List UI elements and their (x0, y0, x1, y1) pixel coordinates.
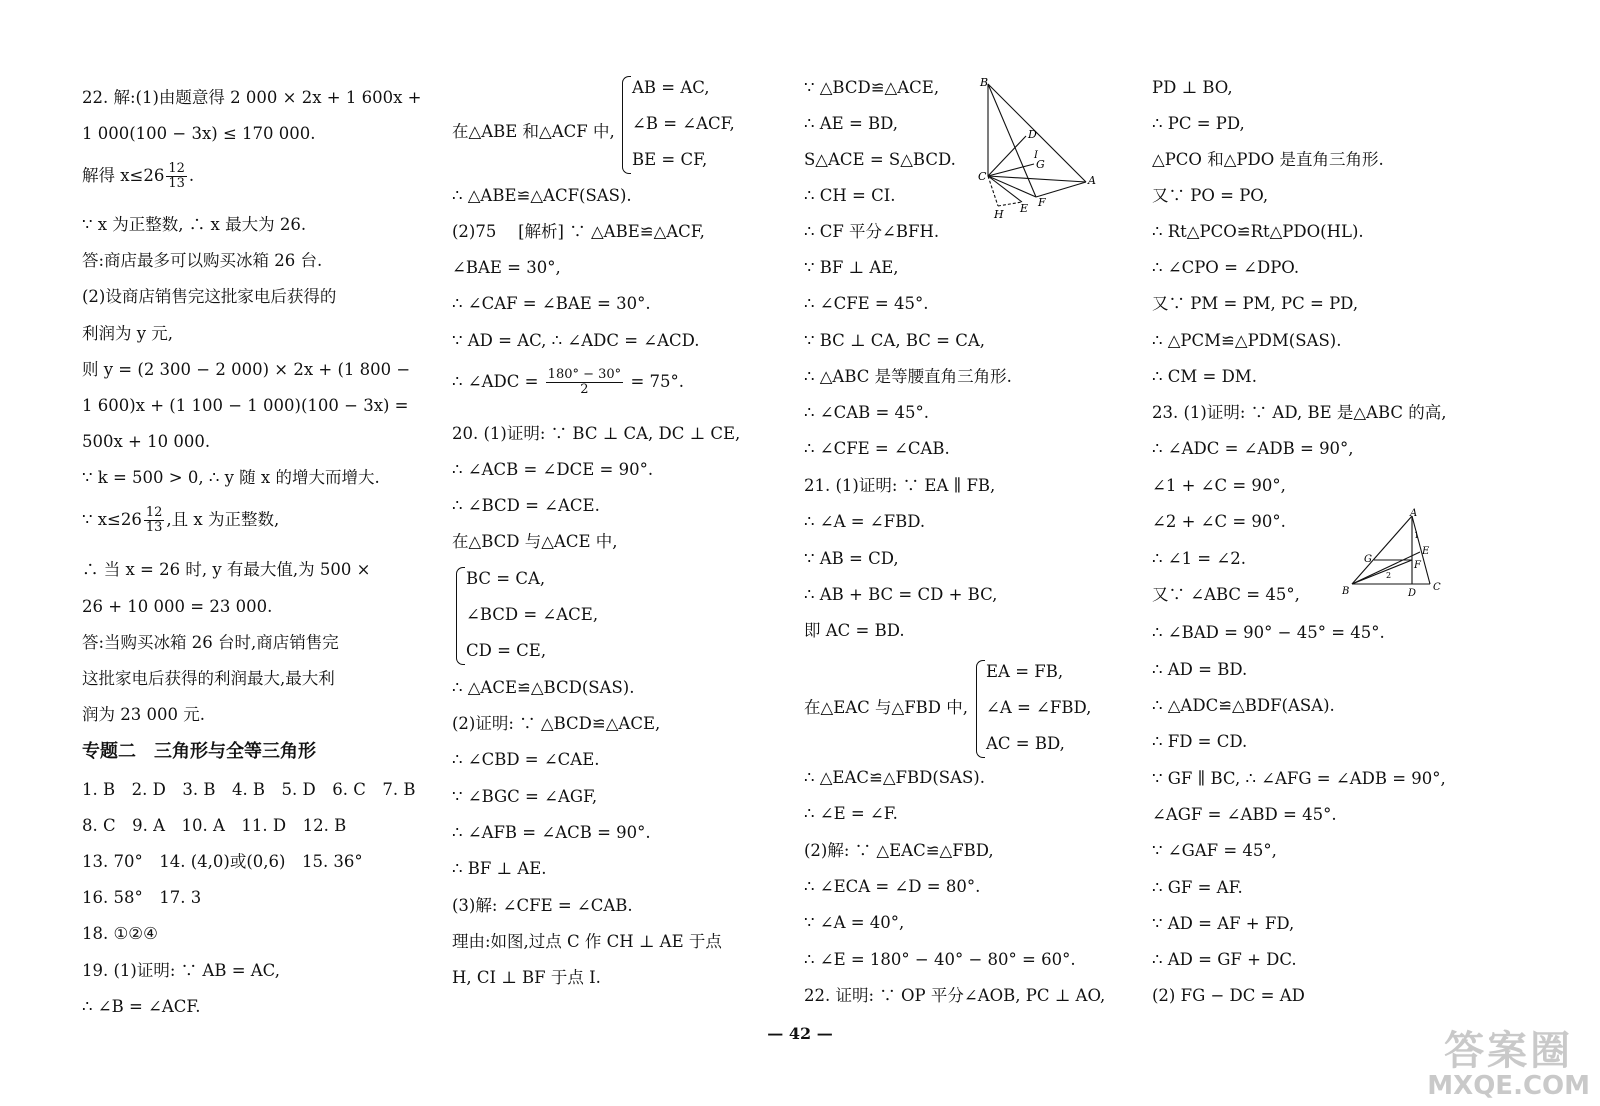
col2-line: ∴ △ABE≌△ACF(SAS). (452, 186, 632, 205)
sys1-prefix: 在△ABE 和△ACF 中, (452, 122, 615, 141)
fig1-label-I: I (1034, 150, 1038, 161)
col1-line: 18. ①②④ (82, 924, 158, 943)
col4-line: ∴ △ADC≌△BDF(ASA). (1152, 696, 1335, 715)
fig2-label-F: F (1414, 560, 1421, 571)
col1-line: 利润为 y 元, (82, 324, 174, 343)
col3-line: ∴ ∠E = 180° − 40° − 80° = 60°. (804, 950, 1076, 969)
col3-line: ∴ ∠A = ∠FBD. (804, 512, 926, 531)
col2-line: (2)证明: ∵ △BCD≌△ACE, (452, 714, 661, 733)
col4-line: ∴ ∠1 = ∠2. (1152, 549, 1246, 568)
col4-line: ∴ ∠BAD = 90° − 45° = 45°. (1152, 623, 1385, 642)
col1-line: ∵ x≤26 $\frac{12}{13}$ ,且 x 为正整数, (82, 505, 280, 535)
col3-line: ∴ △ABC 是等腰直角三角形. (804, 367, 1012, 386)
sys2-item-3: CD = CE, (466, 641, 547, 660)
col3-line: ∵ BC ⊥ CA, BC = CA, (804, 331, 985, 350)
col1-line: ∴ 当 x = 26 时, y 有最大值,为 500 × (82, 560, 371, 579)
col4-line: 又∵ ∠ABC = 45°, (1152, 585, 1300, 604)
col4-line: ∴ GF = AF. (1152, 878, 1243, 897)
fig1-label-F: F (1038, 196, 1046, 209)
col4-line: ∴ CM = DM. (1152, 367, 1257, 386)
col3-line: ∴ CH = CI. (804, 186, 896, 205)
fig1-label-G: G (1036, 158, 1045, 171)
page-number: — 42 — (767, 1024, 833, 1043)
col1-line: 这批家电后获得的利润最大,最大利 (82, 669, 335, 688)
col2-line: ∴ △ACE≌△BCD(SAS). (452, 678, 635, 697)
col1-line: 22. 解:(1)由题意得 2 000 × 2x + 1 600x + (82, 88, 422, 107)
geometry-figure-1 (976, 76, 1100, 222)
sys2-item-2: ∠BCD = ∠ACE, (466, 605, 599, 624)
col1-line: ∵ k = 500 > 0, ∴ y 随 x 的增大而增大. (82, 468, 380, 487)
sys3-item-3: AC = BD, (986, 734, 1065, 753)
col1-line: (2)设商店销售完这批家电后获得的 (82, 287, 337, 306)
col1-line: ∵ x 为正整数, ∴ x 最大为 26. (82, 215, 307, 234)
col1-line: 则 y = (2 300 − 2 000) × 2x + (1 800 − (82, 360, 411, 379)
col4-line: ∠AGF = ∠ABD = 45°. (1152, 805, 1337, 824)
col2-line: 理由:如图,过点 C 作 CH ⊥ AE 于点 (452, 932, 722, 951)
col1-line: 19. (1)证明: ∵ AB = AC, (82, 961, 280, 980)
col1-line: 13. 70° 14. (4,0)或(0,6) 15. 36° (82, 852, 363, 871)
col4-line: ∴ ∠ADC = ∠ADB = 90°, (1152, 439, 1354, 458)
col4-line: ∴ ∠CPO = ∠DPO. (1152, 258, 1300, 277)
fig1-label-A: A (1088, 174, 1096, 187)
col3-line: ∴ AB + BC = CD + BC, (804, 585, 998, 604)
col2-line: 在△BCD 与△ACE 中, (452, 532, 618, 551)
col4-line: ∴ Rt△PCO≌Rt△PDO(HL). (1152, 222, 1364, 241)
col3-line: S△ACE = S△BCD. (804, 150, 956, 169)
col2-line: ∴ ∠ACB = ∠DCE = 90°. (452, 460, 654, 479)
col4-line: 又∵ PO = PO, (1152, 186, 1269, 205)
col1-line: 解得 x≤26 $\frac{12}{13}$ . (82, 161, 195, 191)
col4-line: ∴ FD = CD. (1152, 732, 1248, 751)
col3-line: ∴ ∠CFE = 45°. (804, 294, 929, 313)
fig2-label-G: G (1364, 554, 1372, 565)
fig2-label-2: 2 (1386, 571, 1392, 580)
col4-line: 23. (1)证明: ∵ AD, BE 是△ABC 的高, (1152, 403, 1447, 422)
col3-line: ∴ AE = BD, (804, 114, 899, 133)
col4-line: ∴ AD = BD. (1152, 660, 1248, 679)
sys3-item-1: EA = FB, (986, 662, 1064, 681)
fig2-label-B: B (1342, 586, 1350, 597)
col2-line: (2)75 [解析] ∵ △ABE≌△ACF, (452, 222, 705, 241)
col3-line: ∴ ∠E = ∠F. (804, 804, 898, 823)
col2-line: ∴ ∠CAF = ∠BAE = 30°. (452, 294, 651, 313)
col3-line: 22. 证明: ∵ OP 平分∠AOB, PC ⊥ AO, (804, 986, 1106, 1005)
col1-line: 16. 58° 17. 3 (82, 888, 202, 907)
sys3-prefix: 在△EAC 与△FBD 中, (804, 698, 969, 717)
fig1-label-D: D (1028, 128, 1037, 141)
col4-line: ∵ AD = AF + FD, (1152, 914, 1295, 933)
col4-line: ∴ △PCM≌△PDM(SAS). (1152, 331, 1342, 350)
col1-line: 1 600)x + (1 100 − 1 000)(100 − 3x) = (82, 396, 409, 415)
fig1-label-E: E (1020, 202, 1029, 215)
sys3-item-2: ∠A = ∠FBD, (986, 698, 1092, 717)
sys1-item-3: BE = CF, (632, 150, 708, 169)
col1-line: 润为 23 000 元. (82, 705, 205, 724)
sys1-item-1: AB = AC, (632, 78, 710, 97)
col3-line: ∴ ∠ECA = ∠D = 80°. (804, 877, 981, 896)
col3-line: ∵ ∠A = 40°, (804, 913, 905, 932)
col4-line: (2) FG − DC = AD (1152, 986, 1305, 1005)
fig2-label-C: C (1433, 582, 1441, 593)
col4-line: ∠1 + ∠C = 90°, (1152, 476, 1286, 495)
col3-line: ∴ ∠CFE = ∠CAB. (804, 439, 950, 458)
col1-line: ∴ ∠B = ∠ACF. (82, 997, 201, 1016)
col3-line: 即 AC = BD. (804, 621, 905, 640)
fig2-label-E: E (1422, 546, 1430, 557)
col1-line: 8. C 9. A 10. A 11. D 12. B (82, 816, 347, 835)
col3-line: ∴ △EAC≌△FBD(SAS). (804, 768, 985, 787)
col2-line: (3)解: ∠CFE = ∠CAB. (452, 896, 633, 915)
col4-line: ∴ AD = GF + DC. (1152, 950, 1297, 969)
col3-line: ∵ AB = CD, (804, 549, 899, 568)
col3-line: ∴ ∠CAB = 45°. (804, 403, 930, 422)
col2-line: ∴ ∠CBD = ∠CAE. (452, 750, 600, 769)
col4-line: ∵ GF ∥ BC, ∴ ∠AFG = ∠ADB = 90°, (1152, 769, 1446, 788)
col4-line: 又∵ PM = PM, PC = PD, (1152, 294, 1359, 313)
col3-line: ∴ CF 平分∠BFH. (804, 222, 940, 241)
fig1-label-B: B (980, 76, 989, 89)
fig1-label-C: C (978, 170, 987, 183)
col1-line: 500x + 10 000. (82, 432, 211, 451)
col1-line: 答:当购买冰箱 26 台时,商店销售完 (82, 633, 339, 652)
col1-line: 答:商店最多可以购买冰箱 26 台. (82, 251, 323, 270)
col1-line: 26 + 10 000 = 23 000. (82, 597, 273, 616)
col2-line: 20. (1)证明: ∵ BC ⊥ CA, DC ⊥ CE, (452, 424, 741, 443)
sys1-item-2: ∠B = ∠ACF, (632, 114, 735, 133)
col1-line: 1 000(100 − 3x) ≤ 170 000. (82, 124, 316, 143)
col4-line: ∠2 + ∠C = 90°. (1152, 512, 1286, 531)
col2-line: ∵ AD = AC, ∴ ∠ADC = ∠ACD. (452, 331, 700, 350)
col2-line: ∴ ∠AFB = ∠ACB = 90°. (452, 823, 651, 842)
col2-line: ∵ ∠BGC = ∠AGF, (452, 787, 598, 806)
watermark-logo: 答案圈 MXQE.COM (1427, 1028, 1590, 1101)
col4-line: ∵ ∠GAF = 45°, (1152, 841, 1277, 860)
fig2-label-1: 1 (1414, 531, 1420, 540)
col2-line: ∴ BF ⊥ AE. (452, 859, 547, 878)
col4-line: PD ⊥ BO, (1152, 78, 1233, 97)
col2-line: ∠BAE = 30°, (452, 258, 561, 277)
fig2-label-D: D (1408, 588, 1417, 599)
geometry-figure-2 (1340, 508, 1448, 600)
col3-line: ∵ △BCD≌△ACE, (804, 78, 940, 97)
col1-line: 专题二 三角形与全等三角形 (82, 741, 316, 762)
col3-line: 21. (1)证明: ∵ EA ∥ FB, (804, 476, 996, 495)
col2-line: H, CI ⊥ BF 于点 I. (452, 968, 601, 987)
sys2-item-1: BC = CA, (466, 569, 546, 588)
col4-line: ∴ PC = PD, (1152, 114, 1245, 133)
col3-line: ∵ BF ⊥ AE, (804, 258, 899, 277)
col2-line: ∴ ∠BCD = ∠ACE. (452, 496, 600, 515)
fig1-label-H: H (994, 208, 1004, 221)
col4-line: △PCO 和△PDO 是直角三角形. (1152, 150, 1384, 169)
fraction-line: ∴ ∠ADC = $\frac{180^\circ - 30^\circ}{2}$ = 75°. (452, 367, 684, 397)
col1-line: 1. B 2. D 3. B 4. B 5. D 6. C 7. B (82, 780, 416, 799)
col3-line: (2)解: ∵ △EAC≌△FBD, (804, 841, 994, 860)
fig2-label-A: A (1410, 508, 1418, 519)
